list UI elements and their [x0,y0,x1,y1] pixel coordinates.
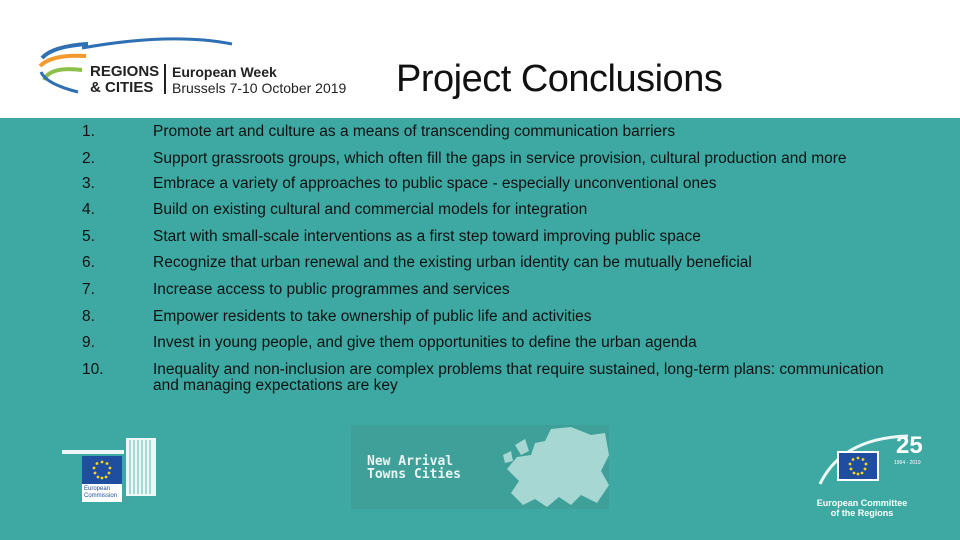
list-number: 6. [82,254,95,272]
committee-of-regions-logo [812,432,922,524]
eu-commission-label-1: European [84,486,111,492]
list-number: 1. [82,123,95,140]
list-item [82,255,912,271]
list-text: Invest in young people, and give them opportunities to define the urban agenda [153,334,697,352]
list-number: 8. [82,307,95,325]
regions-cities-logo [38,36,348,100]
logo-event-dates: Brussels 7-10 October 2019 [172,80,347,96]
list-item [82,124,912,140]
cor-label-1: European Committee [816,498,908,508]
eu-commission-label-2: Commission [84,493,118,499]
list-item [82,176,912,192]
list-number: 3. [82,174,95,192]
list-number: 9. [82,334,95,352]
list-text: Support grassroots groups, which often fill the gaps in service provision, cultural production and more [153,149,847,167]
cor-years: 1994 - 2019 [894,460,921,466]
list-text: Build on existing cultural and commercial models for integration [153,201,588,219]
europe-map-icon [501,425,609,509]
list-number: 5. [82,227,95,245]
list-item [82,282,912,298]
logo-cities-text: & CITIES [90,79,154,96]
list-text: Embrace a variety of approaches to public space - especially unconventional ones [153,174,717,192]
list-text: Promote art and culture as a means of transcending communication barriers [153,123,676,140]
list-text: Inequality and non-inclusion are complex problems that require sustained, long-term plans: communication and managing expectations are key [153,360,884,394]
nac-line-1: New Arrival [367,454,454,469]
list-item [82,151,912,167]
list-item [82,229,912,245]
cor-anniversary-number: 25 [896,432,923,459]
conclusions-list [82,124,912,404]
list-text: Increase access to public programmes and services [153,280,510,298]
list-item [82,309,912,325]
list-number: 4. [82,201,95,219]
swirl-logo-icon [38,36,88,100]
nac-line-2: Towns Cities [367,467,461,482]
list-number: 7. [82,280,95,298]
list-item [82,362,912,394]
list-text: Start with small-scale interventions as a first step toward improving public space [153,227,701,245]
list-text: Empower residents to take ownership of public life and activities [153,307,592,325]
european-commission-logo [62,436,158,502]
list-item [82,202,912,218]
list-number: 10. [82,360,104,378]
page-title: Project Conclusions [396,58,723,100]
list-number: 2. [82,149,95,167]
list-text: Recognize that urban renewal and the existing urban identity can be mutually beneficial [153,254,752,272]
cor-label-2: of the Regions [830,508,894,518]
logo-divider [164,64,166,94]
logo-regions-text: REGIONS [90,63,160,80]
logo-event-name: European Week [172,64,277,80]
new-arrival-cities-logo [351,425,609,509]
list-item [82,335,912,351]
swirl-arc-icon [82,36,352,50]
